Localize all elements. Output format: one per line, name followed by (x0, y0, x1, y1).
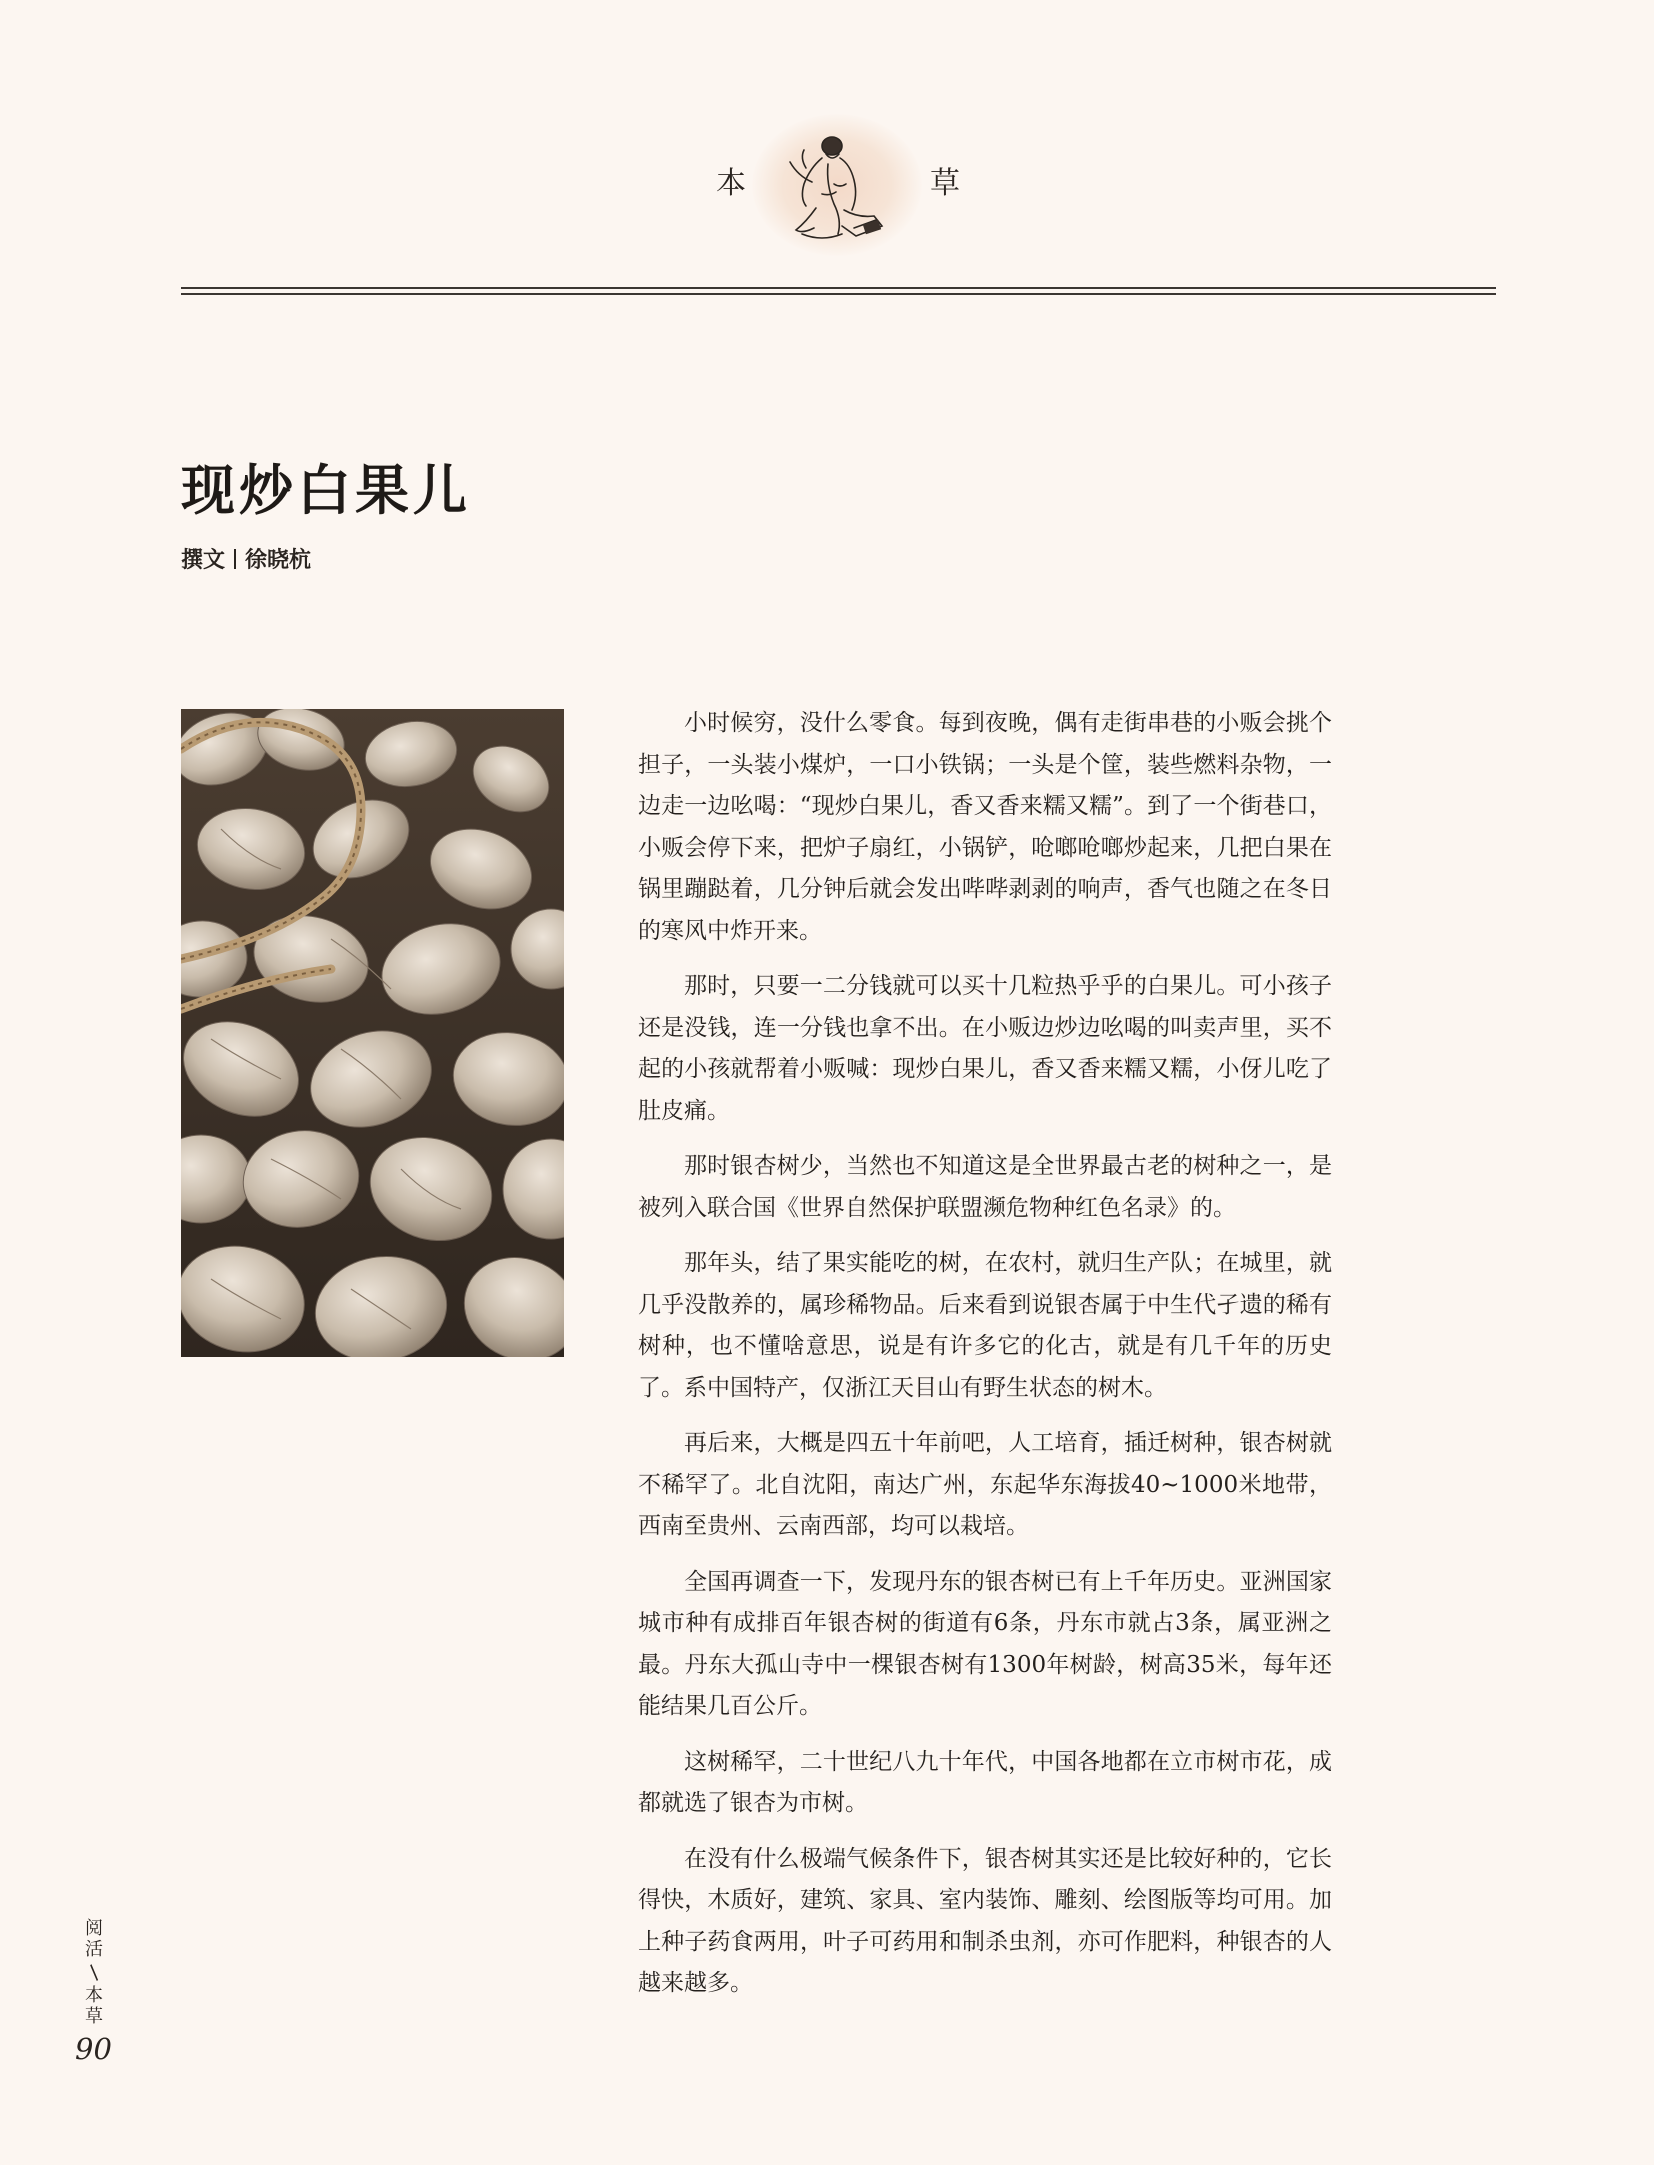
byline-label: 撰文 (181, 548, 226, 573)
paragraph: 这树稀罕，二十世纪八九十年代，中国各地都在立市树市花，成都就选了银杏为市树。 (638, 1748, 1332, 1816)
folio-column-top: 阅活 (85, 1918, 103, 1960)
folio-section-label (84, 1918, 104, 2027)
paragraph: 那时，只要一二分钱就可以买十几粒热乎乎的白果儿。可小孩子还是没钱，连一分钱也拿不出。在小贩边炒边吆喝的叫卖声里，买不起的小孩就帮着小贩喊：现炒白果儿，香又香来糯又糯，小伢儿吃了肚皮痛。 (638, 973, 1332, 1124)
ginkgo-nuts-photo (181, 709, 564, 1357)
paragraph: 那时银杏树少，当然也不知道这是全世界最古老的树种之一，是被列入联合国《世界自然保护联盟濒危物种红色名录》的。 (638, 1153, 1332, 1221)
paragraph: 再后来，大概是四五十年前吧，人工培育，插迁树种，银杏树就不稀罕了。北自沈阳，南达广州，东起华东海拔40~1000米地带，西南至贵州、云南西部，均可以栽培。 (638, 1430, 1332, 1539)
author-name: 徐晓杭 (245, 548, 312, 573)
header-rule-top (181, 287, 1496, 289)
article-title: 现炒白果儿 (181, 458, 471, 522)
article-body (638, 703, 1332, 2019)
byline (181, 543, 311, 574)
header-char-left: 本 (716, 166, 746, 201)
section-header (0, 110, 1654, 260)
folio-slash: / (83, 1960, 104, 1984)
paragraph: 小时候穷，没什么零食。每到夜晚，偶有走街串巷的小贩会挑个担子，一头装小煤炉，一口小铁锅；一头是个筐，装些燃料杂物，一边走一边吆喝：“现炒白果儿，香又香来糯又糯”。到了一个街巷口，小贩会停下来，把炉子扇红，小锅铲，呛啷呛啷炒起来，几把白果在锅里蹦跶着，几分钟后就会发出哔哔剥剥的响声，香气也随之在冬日的寒风中炸开来。 (638, 710, 1332, 944)
header-rule-bottom (181, 293, 1496, 295)
folio-column-bottom: 本草 (85, 1985, 103, 2027)
paragraph: 在没有什么极端气候条件下，银杏树其实还是比较好种的，它长得快，木质好，建筑、家具、室内装饰、雕刻、绘图版等均可用。加上种子药食两用，叶子可药用和制杀虫剂，亦可作肥料，种银杏的人越来越多。 (638, 1845, 1332, 1996)
paragraph: 全国再调查一下，发现丹东的银杏树已有上千年历史。亚洲国家城市种有成排百年银杏树的街道有6条，丹东市就占3条，属亚洲之最。丹东大孤山寺中一棵银杏树有1300年树龄，树高35米，每年还能结果几百公斤。 (638, 1568, 1332, 1719)
scholar-figure-icon (782, 124, 892, 254)
byline-separator (234, 549, 236, 569)
header-char-right: 草 (930, 166, 960, 201)
paragraph: 那年头，结了果实能吃的树，在农村，就归生产队；在城里，就几乎没散养的，属珍稀物品。后来看到说银杏属于中生代孑遗的稀有树种，也不懂啥意思，说是有许多它的化古，就是有几千年的历史了。系中国特产，仅浙江天目山有野生状态的树木。 (638, 1250, 1332, 1401)
page-number: 90 (75, 2032, 112, 2066)
